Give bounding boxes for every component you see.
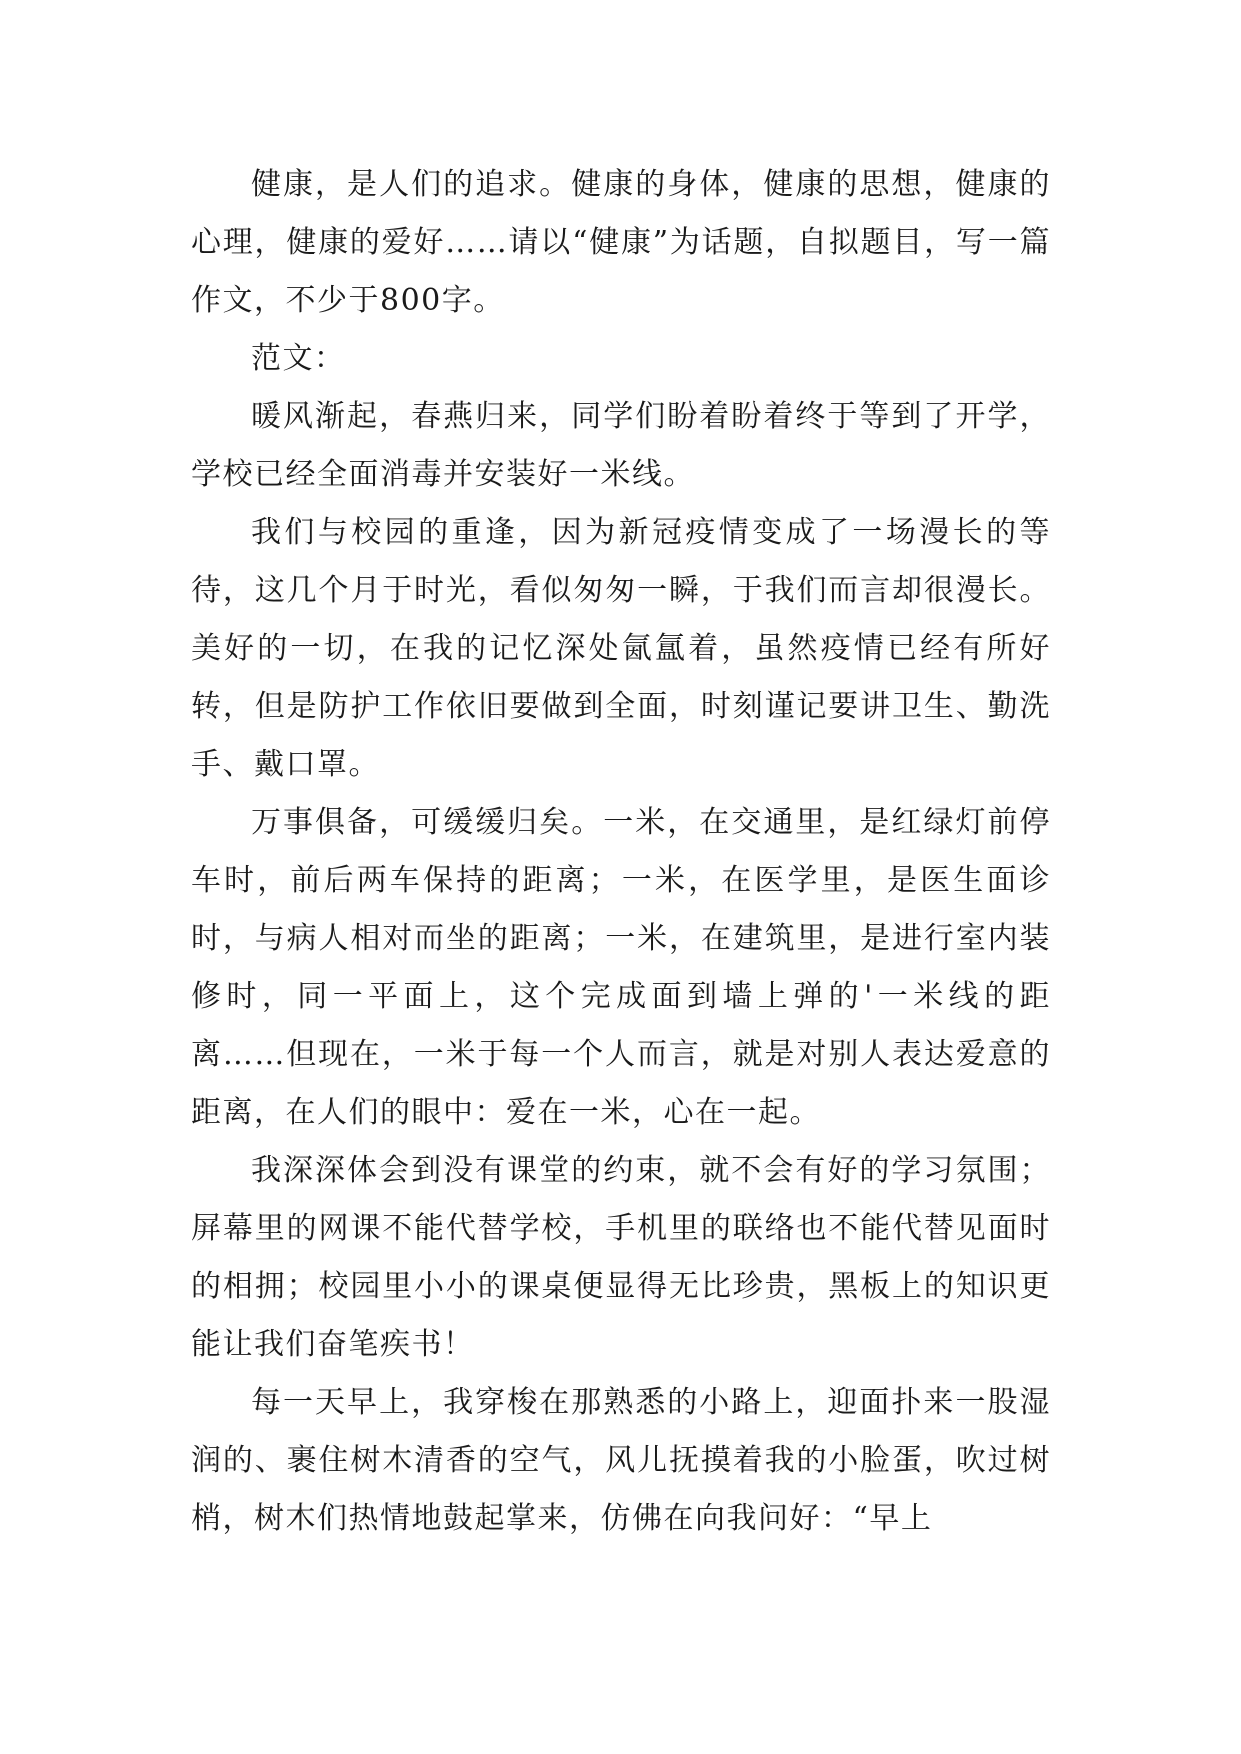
document-body <box>191 156 1051 1548</box>
paragraph-2: 我们与校园的重逢，因为新冠疫情变成了一场漫长的等待，这几个月于时光，看似匆匆一瞬，于我们而言却很漫长。美好的一切，在我的记忆深处氤氲着，虽然疫情已经有所好转，但是防护工作依旧要做到全面，时刻谨记要讲卫生、勤洗手、戴口罩。 <box>191 515 1051 782</box>
paragraph-4: 我深深体会到没有课堂的约束，就不会有好的学习氛围；屏幕里的网课不能代替学校，手机里的联络也不能代替见面时的相拥；校园里小小的课桌便显得无比珍贵，黑板上的知识更能让我们奋笔疾书！ <box>191 1153 1051 1362</box>
paragraph-5: 每一天早上，我穿梭在那熟悉的小路上，迎面扑来一股湿润的、裹住树木清香的空气，风儿抚摸着我的小脸蛋，吹过树梢，树木们热情地鼓起掌来，仿佛在向我问好：“早上 <box>191 1385 1051 1536</box>
paragraph-1: 暖风渐起，春燕归来，同学们盼着盼着终于等到了开学，学校已经全面消毒并安装好一米线。 <box>191 399 1051 492</box>
paragraph-prompt: 健康，是人们的追求。健康的身体，健康的思想，健康的心理，健康的爱好……请以“健康”为话题，自拟题目，写一篇作文，不少于800字。 <box>191 167 1051 318</box>
paragraph-3: 万事俱备，可缓缓归矣。一米，在交通里，是红绿灯前停车时，前后两车保持的距离；一米，在医学里，是医生面诊时，与病人相对而坐的距离；一米，在建筑里，是进行室内装修时，同一平面上，这个完成面到墙上弹的'一米线的距离……但现在，一米于每一个人而言，就是对别人表达爱意的距离，在人们的眼中：爱在一米，心在一起。 <box>191 805 1051 1130</box>
paragraph-sample-label: 范文： <box>251 341 346 376</box>
